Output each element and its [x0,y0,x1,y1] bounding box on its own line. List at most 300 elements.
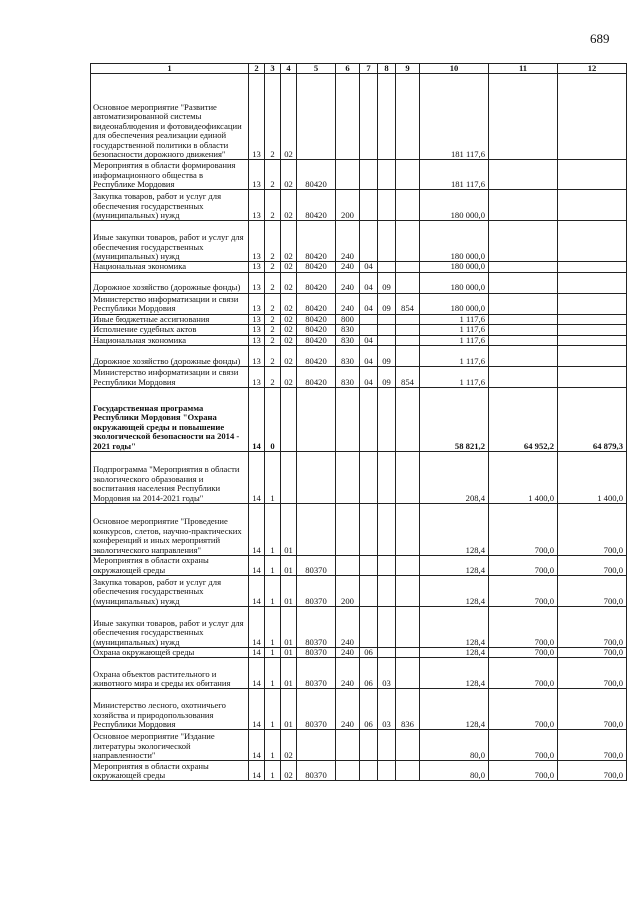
row-name-cell: Исполнение судебных актов [91,325,249,335]
table-row [91,74,627,160]
code-section-cell: 13 [249,272,265,293]
expense-type-cell: 830 [336,346,360,367]
code-direction-cell: 80420 [297,272,336,293]
code-measure-cell: 02 [281,262,297,272]
amount-year3-cell [558,293,627,314]
subsection-cell [378,607,396,648]
code-measure-cell: 02 [281,314,297,324]
ministry-code-cell [396,504,420,556]
code-measure-cell [281,388,297,452]
section-cell: 04 [360,293,378,314]
column-header: 4 [281,64,297,74]
amount-year1-cell: 181 117,6 [420,74,489,160]
code-measure-cell: 02 [281,346,297,367]
code-subprogram-cell: 2 [265,325,281,335]
row-name-cell: Дорожное хозяйство (дорожные фонды) [91,346,249,367]
expense-type-cell: 240 [336,689,360,730]
page-number: 689 [590,31,610,46]
code-subprogram-cell: 2 [265,367,281,388]
table-row [91,452,627,504]
amount-year2-cell [489,221,558,262]
code-measure-cell: 02 [281,272,297,293]
subsection-cell: 09 [378,367,396,388]
amount-year1-cell: 1 117,6 [420,335,489,345]
table-row [91,190,627,221]
amount-year2-cell [489,346,558,367]
amount-year2-cell: 700,0 [489,658,558,689]
table-header-row [91,64,627,74]
code-subprogram-cell: 2 [265,262,281,272]
table-row [91,221,627,262]
ministry-code-cell [396,262,420,272]
ministry-code-cell: 854 [396,367,420,388]
ministry-code-cell [396,648,420,658]
subsection-cell [378,314,396,324]
row-name-cell: Министерство информатизации и связи Республики Мордовия [91,293,249,314]
amount-year1-cell: 128,4 [420,576,489,607]
table-row [91,262,627,272]
code-direction-cell: 80420 [297,190,336,221]
expense-type-cell: 240 [336,648,360,658]
section-cell [360,388,378,452]
amount-year3-cell: 700,0 [558,504,627,556]
amount-year1-cell: 128,4 [420,689,489,730]
amount-year2-cell: 700,0 [489,556,558,576]
table-row [91,658,627,689]
code-section-cell: 14 [249,556,265,576]
table-row [91,160,627,190]
table-row [91,388,627,452]
code-subprogram-cell: 0 [265,388,281,452]
code-subprogram-cell: 1 [265,761,281,781]
table-row [91,314,627,324]
code-section-cell: 13 [249,74,265,160]
subsection-cell [378,388,396,452]
table-row [91,607,627,648]
amount-year1-cell: 128,4 [420,607,489,648]
subsection-cell [378,576,396,607]
code-subprogram-cell: 2 [265,346,281,367]
column-header: 9 [396,64,420,74]
amount-year1-cell: 128,4 [420,658,489,689]
code-section-cell: 13 [249,293,265,314]
amount-year2-cell [489,293,558,314]
table-row [91,293,627,314]
expense-type-cell: 800 [336,314,360,324]
ministry-code-cell: 854 [396,293,420,314]
code-subprogram-cell: 2 [265,335,281,345]
subsection-cell: 03 [378,689,396,730]
row-name-cell: Основное мероприятие "Проведение конкурсов, слетов, научно-практических конференций и иных мероприятий экологического направления" [91,504,249,556]
code-measure-cell: 02 [281,730,297,761]
table-row [91,272,627,293]
column-header: 1 [91,64,249,74]
code-subprogram-cell: 1 [265,556,281,576]
section-cell [360,607,378,648]
section-cell: 06 [360,658,378,689]
subsection-cell: 09 [378,293,396,314]
subsection-cell [378,556,396,576]
amount-year3-cell [558,272,627,293]
code-direction-cell: 80370 [297,658,336,689]
code-subprogram-cell: 1 [265,452,281,504]
code-subprogram-cell: 2 [265,272,281,293]
code-measure-cell: 02 [281,367,297,388]
expense-type-cell: 200 [336,190,360,221]
code-subprogram-cell: 1 [265,658,281,689]
amount-year2-cell: 700,0 [489,607,558,648]
amount-year3-cell [558,335,627,345]
ministry-code-cell [396,658,420,689]
expense-type-cell [336,74,360,160]
row-name-cell: Основное мероприятие "Развитие автоматизированной системы видеонаблюдения и фотовидеофиксации для обеспечения реализации единой государственной политики в области безопасности дорожного движения" [91,74,249,160]
amount-year2-cell [489,74,558,160]
code-direction-cell: 80420 [297,367,336,388]
table-row [91,730,627,761]
code-section-cell: 13 [249,346,265,367]
amount-year1-cell: 181 117,6 [420,160,489,190]
expense-type-cell: 240 [336,293,360,314]
ministry-code-cell [396,556,420,576]
code-measure-cell: 02 [281,221,297,262]
section-cell [360,74,378,160]
amount-year1-cell: 128,4 [420,556,489,576]
row-name-cell: Охрана окружающей среды [91,648,249,658]
amount-year3-cell: 700,0 [558,761,627,781]
code-direction-cell [297,730,336,761]
section-cell: 04 [360,346,378,367]
code-subprogram-cell: 2 [265,221,281,262]
table-row [91,346,627,367]
amount-year3-cell [558,367,627,388]
subsection-cell [378,452,396,504]
ministry-code-cell [396,346,420,367]
row-name-cell: Министерство лесного, охотничьего хозяйства и природопользования Республики Мордовия [91,689,249,730]
column-header: 2 [249,64,265,74]
subsection-cell [378,262,396,272]
section-cell [360,761,378,781]
expense-type-cell: 240 [336,221,360,262]
code-measure-cell [281,452,297,504]
amount-year3-cell [558,314,627,324]
expense-type-cell: 240 [336,272,360,293]
row-name-cell: Иные закупки товаров, работ и услуг для обеспечения государственных (муниципальных) нужд [91,607,249,648]
row-name-cell: Министерство информатизации и связи Республики Мордовия [91,367,249,388]
ministry-code-cell [396,190,420,221]
amount-year3-cell [558,346,627,367]
amount-year3-cell [558,190,627,221]
section-cell [360,576,378,607]
amount-year3-cell [558,325,627,335]
code-subprogram-cell: 2 [265,314,281,324]
section-cell: 04 [360,272,378,293]
amount-year2-cell: 700,0 [489,761,558,781]
subsection-cell [378,648,396,658]
budget-table [90,63,627,781]
amount-year2-cell [489,325,558,335]
section-cell: 06 [360,689,378,730]
section-cell [360,190,378,221]
amount-year1-cell: 128,4 [420,504,489,556]
amount-year1-cell: 1 117,6 [420,325,489,335]
amount-year1-cell: 180 000,0 [420,221,489,262]
row-name-cell: Иные закупки товаров, работ и услуг для обеспечения государственных (муниципальных) нужд [91,221,249,262]
amount-year1-cell: 1 117,6 [420,346,489,367]
ministry-code-cell [396,388,420,452]
amount-year2-cell [489,262,558,272]
code-subprogram-cell: 2 [265,160,281,190]
code-direction-cell: 80370 [297,648,336,658]
amount-year3-cell [558,221,627,262]
row-name-cell: Подпрограмма "Мероприятия в области экологического образования и воспитания населения Республики Мордовия на 2014-2021 годы" [91,452,249,504]
ministry-code-cell [396,325,420,335]
row-name-cell: Основное мероприятие "Издание литературы экологической направленности" [91,730,249,761]
subsection-cell [378,325,396,335]
amount-year2-cell: 700,0 [489,648,558,658]
column-header: 5 [297,64,336,74]
expense-type-cell: 240 [336,607,360,648]
subsection-cell: 09 [378,346,396,367]
code-measure-cell: 01 [281,556,297,576]
section-cell [360,221,378,262]
subsection-cell [378,730,396,761]
amount-year3-cell: 700,0 [558,658,627,689]
expense-type-cell: 830 [336,325,360,335]
code-section-cell: 13 [249,160,265,190]
code-section-cell: 14 [249,576,265,607]
code-measure-cell: 02 [281,74,297,160]
amount-year2-cell: 700,0 [489,730,558,761]
code-measure-cell: 01 [281,576,297,607]
row-name-cell: Закупка товаров, работ и услуг для обеспечения государственных (муниципальных) нужд [91,190,249,221]
code-direction-cell: 80420 [297,262,336,272]
code-measure-cell: 01 [281,504,297,556]
subsection-cell [378,335,396,345]
amount-year2-cell: 64 952,2 [489,388,558,452]
code-section-cell: 13 [249,221,265,262]
subsection-cell [378,221,396,262]
amount-year2-cell [489,367,558,388]
amount-year1-cell: 180 000,0 [420,190,489,221]
amount-year1-cell: 208,4 [420,452,489,504]
code-subprogram-cell: 1 [265,648,281,658]
section-cell: 04 [360,335,378,345]
expense-type-cell [336,452,360,504]
code-direction-cell: 80420 [297,293,336,314]
row-name-cell: Дорожное хозяйство (дорожные фонды) [91,272,249,293]
code-measure-cell: 02 [281,190,297,221]
code-direction-cell [297,388,336,452]
code-subprogram-cell: 2 [265,74,281,160]
code-section-cell: 13 [249,314,265,324]
amount-year2-cell [489,335,558,345]
code-subprogram-cell: 2 [265,293,281,314]
subsection-cell: 09 [378,272,396,293]
subsection-cell [378,190,396,221]
section-cell [360,556,378,576]
ministry-code-cell [396,272,420,293]
amount-year2-cell [489,160,558,190]
column-header: 6 [336,64,360,74]
expense-type-cell: 830 [336,335,360,345]
expense-type-cell: 240 [336,658,360,689]
ministry-code-cell [396,452,420,504]
code-measure-cell: 01 [281,658,297,689]
table-row [91,556,627,576]
section-cell [360,504,378,556]
code-direction-cell: 80370 [297,576,336,607]
code-direction-cell: 80420 [297,346,336,367]
table-row [91,325,627,335]
table-row [91,576,627,607]
amount-year2-cell [489,190,558,221]
code-direction-cell [297,504,336,556]
amount-year1-cell: 1 117,6 [420,367,489,388]
code-measure-cell: 02 [281,325,297,335]
code-direction-cell: 80420 [297,325,336,335]
section-cell [360,325,378,335]
code-subprogram-cell: 2 [265,190,281,221]
code-subprogram-cell: 1 [265,504,281,556]
table-row [91,367,627,388]
ministry-code-cell: 836 [396,689,420,730]
code-section-cell: 14 [249,761,265,781]
table-row [91,689,627,730]
amount-year3-cell [558,160,627,190]
amount-year1-cell: 180 000,0 [420,293,489,314]
row-name-cell: Закупка товаров, работ и услуг для обеспечения государственных (муниципальных) нужд [91,576,249,607]
code-subprogram-cell: 1 [265,607,281,648]
amount-year3-cell: 700,0 [558,607,627,648]
amount-year3-cell: 1 400,0 [558,452,627,504]
subsection-cell [378,160,396,190]
amount-year1-cell: 128,4 [420,648,489,658]
amount-year1-cell: 80,0 [420,730,489,761]
amount-year3-cell [558,262,627,272]
code-measure-cell: 01 [281,689,297,730]
code-measure-cell: 02 [281,293,297,314]
row-name-cell: Мероприятия в области формирования информационного общества в Республике Мордовия [91,160,249,190]
amount-year1-cell: 180 000,0 [420,272,489,293]
amount-year3-cell: 700,0 [558,556,627,576]
code-measure-cell: 02 [281,160,297,190]
code-section-cell: 14 [249,658,265,689]
ministry-code-cell [396,730,420,761]
row-name-cell: Мероприятия в области охраны окружающей среды [91,556,249,576]
amount-year2-cell: 700,0 [489,504,558,556]
code-direction-cell: 80370 [297,761,336,781]
column-header: 12 [558,64,627,74]
code-section-cell: 14 [249,648,265,658]
code-direction-cell [297,452,336,504]
ministry-code-cell [396,335,420,345]
amount-year1-cell: 1 117,6 [420,314,489,324]
expense-type-cell [336,556,360,576]
amount-year3-cell: 700,0 [558,689,627,730]
code-section-cell: 14 [249,388,265,452]
ministry-code-cell [396,314,420,324]
code-measure-cell: 01 [281,607,297,648]
section-cell: 04 [360,367,378,388]
code-section-cell: 14 [249,689,265,730]
code-section-cell: 13 [249,367,265,388]
expense-type-cell: 240 [336,262,360,272]
column-header: 8 [378,64,396,74]
code-direction-cell: 80370 [297,556,336,576]
ministry-code-cell [396,761,420,781]
expense-type-cell [336,388,360,452]
amount-year1-cell: 180 000,0 [420,262,489,272]
expense-type-cell [336,730,360,761]
amount-year3-cell [558,74,627,160]
ministry-code-cell [396,607,420,648]
row-name-cell: Охрана объектов растительного и животного мира и среды их обитания [91,658,249,689]
row-name-cell: Национальная экономика [91,335,249,345]
amount-year2-cell [489,314,558,324]
column-header: 10 [420,64,489,74]
table-row [91,504,627,556]
expense-type-cell: 200 [336,576,360,607]
code-direction-cell: 80420 [297,314,336,324]
amount-year2-cell: 700,0 [489,689,558,730]
amount-year2-cell [489,272,558,293]
row-name-cell: Мероприятия в области охраны окружающей среды [91,761,249,781]
subsection-cell [378,504,396,556]
ministry-code-cell [396,221,420,262]
subsection-cell [378,761,396,781]
expense-type-cell: 830 [336,367,360,388]
amount-year3-cell: 700,0 [558,576,627,607]
row-name-cell: Национальная экономика [91,262,249,272]
column-header: 7 [360,64,378,74]
column-header: 3 [265,64,281,74]
code-subprogram-cell: 1 [265,730,281,761]
row-name-cell: Государственная программа Республики Мордовия "Охрана окружающей среды и повышение экологической безопасности на 2014 - 2021 годы" [91,388,249,452]
code-section-cell: 14 [249,607,265,648]
column-header: 11 [489,64,558,74]
code-direction-cell: 80420 [297,160,336,190]
ministry-code-cell [396,576,420,607]
code-section-cell: 14 [249,504,265,556]
code-section-cell: 13 [249,325,265,335]
code-direction-cell [297,74,336,160]
ministry-code-cell [396,74,420,160]
subsection-cell [378,74,396,160]
section-cell [360,160,378,190]
code-measure-cell: 02 [281,335,297,345]
expense-type-cell [336,504,360,556]
table-row [91,335,627,345]
code-direction-cell: 80370 [297,607,336,648]
amount-year2-cell: 700,0 [489,576,558,607]
amount-year1-cell: 80,0 [420,761,489,781]
section-cell: 04 [360,262,378,272]
expense-type-cell [336,761,360,781]
code-section-cell: 14 [249,452,265,504]
amount-year3-cell: 700,0 [558,648,627,658]
amount-year3-cell: 700,0 [558,730,627,761]
code-section-cell: 14 [249,730,265,761]
section-cell [360,730,378,761]
section-cell [360,452,378,504]
code-subprogram-cell: 1 [265,576,281,607]
amount-year1-cell: 58 821,2 [420,388,489,452]
amount-year3-cell: 64 879,3 [558,388,627,452]
code-subprogram-cell: 1 [265,689,281,730]
table-row [91,761,627,781]
code-section-cell: 13 [249,335,265,345]
code-direction-cell: 80370 [297,689,336,730]
